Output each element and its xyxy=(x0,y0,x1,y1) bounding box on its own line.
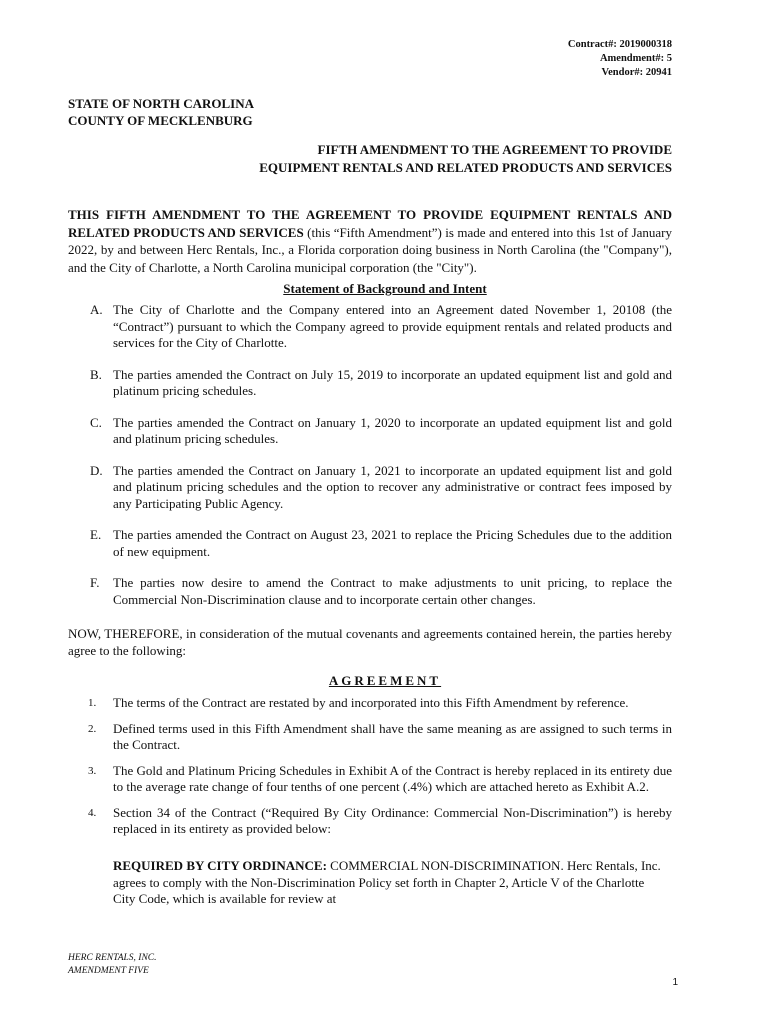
page-number: 1 xyxy=(672,977,678,988)
background-heading: Statement of Background and Intent xyxy=(283,281,487,296)
ordinance-rest: COMMERCIAL NON-DISCRIMINATION. Herc Rentals, Inc. agrees to comply with the Non-Discrimination Policy set forth in Chapter 2, Article V of the Charlotte City Code, which is available for review at xyxy=(113,858,661,906)
agreement-item xyxy=(68,763,672,796)
contract-number: Contract#: 2019000318 xyxy=(567,39,672,50)
contract-meta xyxy=(568,38,672,80)
item-text: Defined terms used in this Fifth Amendment shall have the same meaning as are assigned to such terms in the Contract. xyxy=(113,720,672,752)
item-number: 2. xyxy=(88,722,97,735)
intro-rest: (this “Fifth Amendment”) is made and entered into this 1st of January 2022, by and between Herc Rentals, Inc., a Florida corporation doing business in North Carolina (the "Company"), and the City of Charlotte, a North Carolina municipal corporation (the "City"). xyxy=(68,224,673,275)
recital-item xyxy=(68,302,672,352)
item-number: 1. xyxy=(88,697,97,709)
page-footer xyxy=(68,952,157,978)
recital-item xyxy=(68,527,672,560)
recital-text: The parties amended the Contract on January 1, 2021 to incorporate an updated equipment list and gold and platinum pricing schedules and the option to recover any administrative or contract fees imposed by any Participating Public Agency. xyxy=(113,462,672,511)
ordinance-bold: REQUIRED BY CITY ORDINANCE: xyxy=(113,858,327,873)
recital-label: D. xyxy=(90,462,103,478)
recital-label: F. xyxy=(90,575,100,590)
recital-label: B. xyxy=(90,366,102,382)
vendor-number: Vendor#: 20941 xyxy=(601,67,672,78)
now-therefore-paragraph: NOW, THEREFORE, in consideration of the mutual covenants and agreements contained herein, the parties hereby agree to the following: xyxy=(68,626,672,658)
recital-text: The parties amended the Contract on July 15, 2019 to incorporate an updated equipment list and gold and platinum pricing schedules. xyxy=(113,366,672,398)
item-text: The Gold and Platinum Pricing Schedules in Exhibit A of the Contract is hereby replaced in its entirety due to the average rate change of four tenths of one percent (.4%) which are attached hereto as Exhibit A.2. xyxy=(113,762,672,794)
item-text: The terms of the Contract are restated by and incorporated into this Fifth Amendment by reference. xyxy=(113,695,629,710)
state-line: STATE OF NORTH CAROLINA xyxy=(68,96,255,111)
recital-item xyxy=(68,367,672,400)
footer-amendment: AMENDMENT FIVE xyxy=(68,966,149,976)
item-number: 3. xyxy=(88,764,97,777)
item-number: 4. xyxy=(88,806,97,819)
recital-label: A. xyxy=(90,302,103,317)
title-line-2: EQUIPMENT RENTALS AND RELATED PRODUCTS AND SERVICES xyxy=(259,160,672,175)
title-line-1: FIFTH AMENDMENT TO THE AGREEMENT TO PROVIDE xyxy=(317,142,672,157)
jurisdiction xyxy=(68,95,254,129)
recital-text: The parties amended the Contract on January 1, 2020 to incorporate an updated equipment list and gold and platinum pricing schedules. xyxy=(113,414,672,446)
agreement-item xyxy=(68,695,672,712)
agreement-items xyxy=(68,695,672,838)
item-text: Section 34 of the Contract (“Required By City Ordinance: Commercial Non-Discrimination”) is hereby replaced in its entirety as provided below: xyxy=(113,804,672,836)
county-line: COUNTY OF MECKLENBURG xyxy=(68,113,253,128)
intro-paragraph xyxy=(68,206,672,276)
recital-item xyxy=(68,575,672,608)
agreement-heading: AGREEMENT xyxy=(328,673,442,688)
footer-company: HERC RENTALS, INC. xyxy=(68,953,157,963)
recital-label: C. xyxy=(90,414,102,430)
recital-item xyxy=(68,463,672,513)
recital-item xyxy=(68,415,672,448)
agreement-item xyxy=(68,805,672,838)
intro-bold: THIS FIFTH AMENDMENT TO THE AGREEMENT TO PROVIDE EQUIPMENT RENTALS AND RELATED PRODUCTS AND SERVICES xyxy=(68,207,672,240)
agreement-item xyxy=(68,721,672,754)
recital-text: The City of Charlotte and the Company entered into an Agreement dated November 1, 20108 (the “Contract”) pursuant to which the Company agreed to provide equipment rentals and related products and services for the City of Charlotte. xyxy=(113,302,672,350)
recitals-list xyxy=(68,300,672,608)
recital-text: The parties now desire to amend the Contract to make adjustments to unit pricing, to replace the Commercial Non-Discrimination clause and to incorporate certain other changes. xyxy=(113,575,672,607)
recital-label: E. xyxy=(90,527,102,542)
recital-text: The parties amended the Contract on August 23, 2021 to replace the Pricing Schedules due to the addition of new equipment. xyxy=(113,527,672,559)
amendment-number: Amendment#: 5 xyxy=(599,53,672,64)
ordinance-paragraph xyxy=(113,858,668,908)
document-title xyxy=(112,141,672,177)
